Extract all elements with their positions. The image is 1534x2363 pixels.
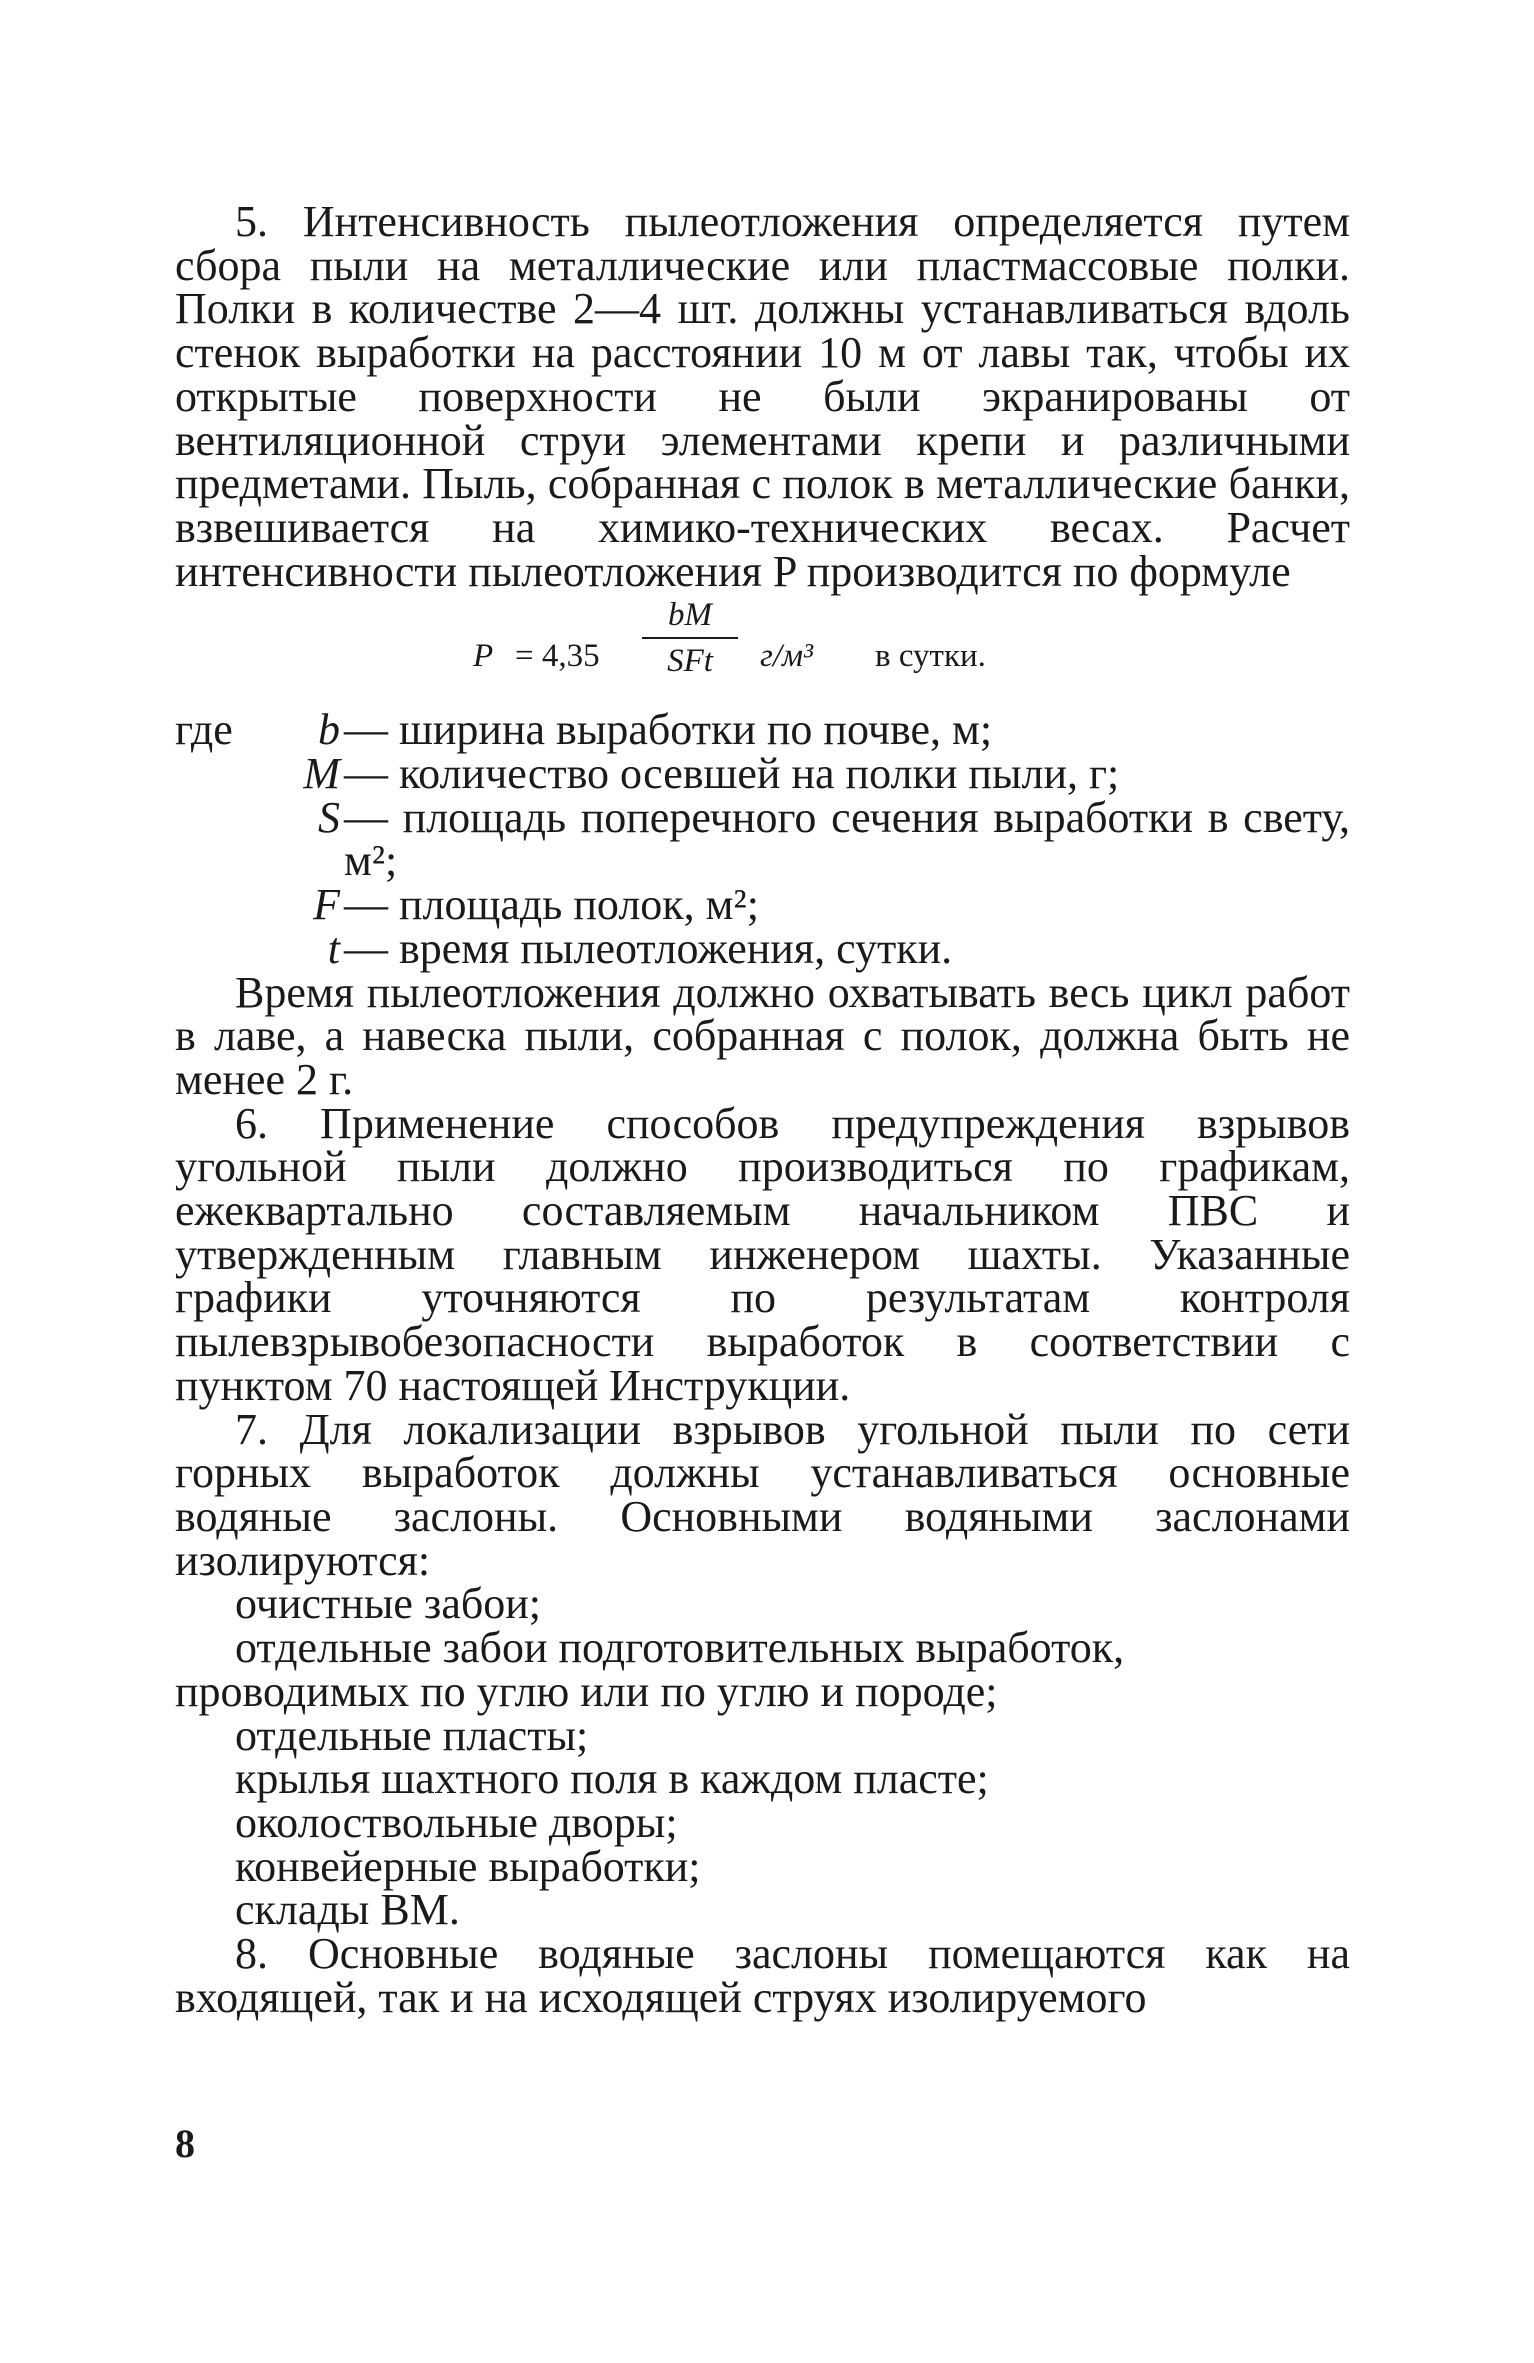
formula-unit: г/м³ [760, 638, 813, 675]
formula-denominator: SFt [667, 643, 713, 680]
definition-text: — ширина выработки по почве, м; [344, 705, 993, 755]
definition-row [175, 792, 1350, 886]
formula-fraction [636, 593, 744, 683]
list-item: околоствольные дворы; [235, 1797, 678, 1847]
definition-text: — время пылеотложения, сутки. [344, 923, 953, 973]
page-number: 8 [175, 2121, 195, 2166]
definition-row [175, 749, 1350, 799]
formula-numerator: bM [668, 597, 712, 634]
paragraph-7: 7. Для локализации взрывов угольной пыли по сети горных выработок должны устанавливаться основные водяные заслоны. Основными водяными заслонами изолируются: [175, 1404, 1350, 1585]
definition-row [175, 880, 1350, 930]
paragraph-after-definitions: Время пылеотложения должно охватывать весь цикл работ в лаве, а навеска пыли, собранная с полок, должна быть не менее 2 г. [175, 967, 1350, 1104]
list-item: очистные забои; [235, 1579, 542, 1629]
page-body [175, 197, 1350, 2022]
list-item: отдельные пласты; [235, 1710, 589, 1760]
formula-tail: в сутки. [875, 638, 986, 675]
list-item: склады ВМ. [235, 1885, 460, 1935]
definitions-list [175, 705, 1350, 973]
paragraph-6: 6. Применение способов предупреждения взрывов угольной пыли должно производиться по графикам, ежеквартально составляемым начальником ПВС и утвержденным главным инженером шахты. Указанные графики уточняются по результатам контроля пылевзрывобезопасности выработок в соответствии с пунктом 70 настоящей Инструкции. [175, 1098, 1350, 1410]
definition-symbol: S [318, 792, 340, 842]
formula [175, 593, 1350, 708]
definition-symbol: M [303, 749, 340, 799]
paragraph-5: 5. Интенсивность пылеотложения определяется путем сбора пыли на металлические или пластмассовые полки. Полки в количестве 2—4 шт. должны устанавливаться вдоль стенок выработки на расстоянии 10 м от лавы так, чтобы их открытые поверхности не были экранированы от вентиляционной струи элементами крепи и различными предметами. Пыль, собранная с полок в металлические банки, взвешивается на химико-технических весах. Расчет интенсивности пылеотложения P производится по формуле [175, 197, 1350, 596]
definition-symbol: t [327, 923, 340, 973]
definition-text: — площадь поперечного сечения выработки в свету, м²; [344, 792, 1350, 886]
definition-text: — количество осевшей на полки пыли, г; [344, 749, 1120, 799]
list-item: отдельные забои подготовительных выработок, проводимых по углю или по углю и породе; [175, 1623, 1125, 1716]
definition-symbol: b [318, 705, 340, 755]
isolation-list [175, 1579, 1350, 1935]
definition-row [175, 923, 1350, 973]
definitions-lead: где [175, 705, 233, 755]
definition-symbol: F [313, 880, 340, 930]
list-item: конвейерные выработки; [235, 1841, 701, 1891]
list-item: крылья шахтного поля в каждом пласте; [235, 1754, 989, 1804]
definition-text: — площадь полок, м²; [344, 880, 759, 930]
definition-row [175, 705, 1350, 755]
paragraph-8: 8. Основные водяные заслоны помещаются как на входящей, так и на исходящей струях изолируемого [175, 1929, 1350, 2022]
formula-lhs: P [473, 638, 494, 675]
formula-coefficient: = 4,35 [515, 638, 600, 675]
